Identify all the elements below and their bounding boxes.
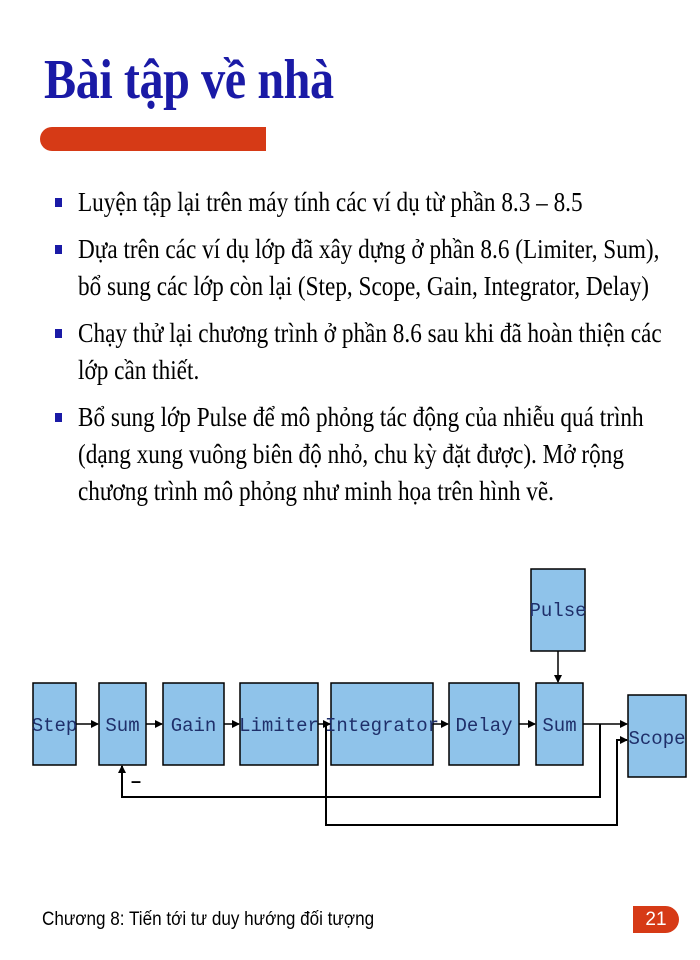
block-delay-label: Delay: [455, 715, 513, 737]
block-limiter: [239, 683, 319, 765]
block-delay: [449, 683, 519, 765]
block-sum2-label: Sum: [542, 715, 577, 737]
bullet-text: Chạy thử lại chương trình ở phần 8.6 sau khi đã hoàn thiện các lớp cần thiết.: [78, 318, 662, 385]
bullet-text: Dựa trên các ví dụ lớp đã xây dựng ở phần 8.6 (Limiter, Sum), bổ sung các lớp còn lại (Step, Scope, Gain, Integrator, Delay): [78, 234, 660, 301]
block-gain-label: Gain: [170, 715, 217, 737]
block-pulse: [529, 569, 586, 651]
block-scope-label: Scope: [628, 728, 686, 750]
block-limiter-label: Limiter: [239, 715, 319, 737]
page-number-badge: 21: [633, 906, 679, 933]
block-sum1-label: Sum: [105, 715, 140, 737]
block-pulse-label: Pulse: [529, 600, 587, 622]
bullet-text: Luyện tập lại trên máy tính các ví dụ từ phần 8.3 – 8.5: [78, 187, 583, 217]
block-sum1: [99, 683, 146, 765]
block-step-label: Step: [31, 715, 78, 737]
bullet-text: Bổ sung lớp Pulse để mô phỏng tác động của nhiễu quá trình (dạng xung vuông biên độ nhỏ, chu kỳ đặt được). Mở rộng chương trình mô phỏng như minh họa trên hình vẽ.: [78, 402, 644, 506]
block-gain: [163, 683, 224, 765]
block-integrator: [325, 683, 439, 765]
footer-chapter: Chương 8: Tiến tới tư duy hướng đối tượng: [42, 909, 375, 930]
block-sum2: [536, 683, 583, 765]
block-integrator-label: Integrator: [324, 715, 440, 737]
block-step: [32, 683, 78, 765]
block-scope: [628, 695, 686, 777]
slide-title: Bài tập về nhà: [44, 49, 334, 111]
feedback-minus-sign: –: [131, 771, 142, 791]
